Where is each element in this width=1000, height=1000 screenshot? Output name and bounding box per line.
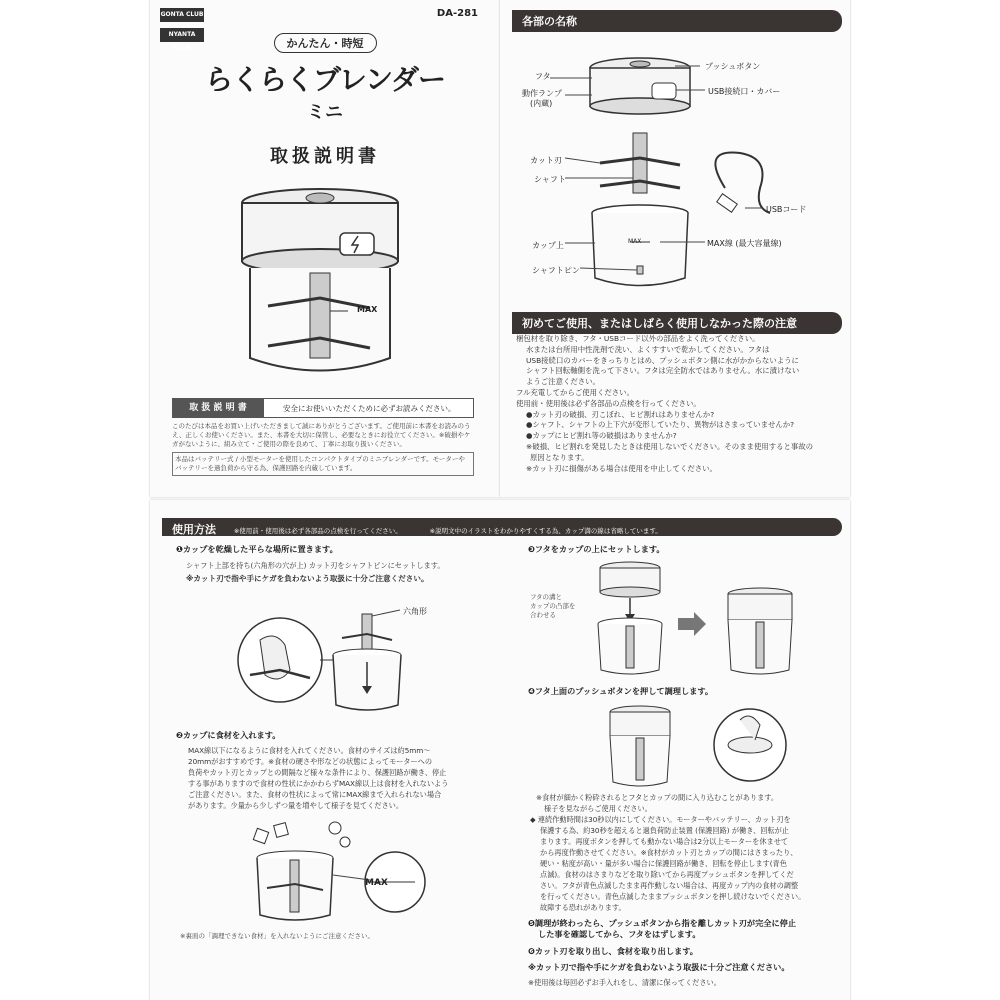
step2-line: する事がありますので食材の性状にかかわらずMAX線以上は食材を入れないよう [188,779,449,788]
product-title: らくらくブレンダー [204,63,446,96]
first-use-item: シャフト回転軸側を洗って下さい。フタは完全防水ではありません。水に漬けない [526,366,800,376]
step1-text: シャフト上部を持ち(六角形の穴が上) カット刃をシャフトピンにセットします。 [186,561,445,570]
product-title-suffix: ミニ [307,102,343,123]
step2-illustration [245,820,445,930]
parts-sheet [500,0,850,497]
step3-illustration [570,558,840,683]
step6-title: ❻カット刃を取り出し、食材を取り出します。 [528,946,698,956]
step3-title: ❸フタをカップの上にセットします。 [528,544,665,554]
first-use-item: ●シャフト、シャフトの上下穴が変形していたり、異物がはさまっていませんか? [526,420,795,430]
first-use-item: 原因となります。 [530,452,589,462]
final-note: ※使用後は毎回必ずお手入れをし、清潔に保ってください。 [528,978,721,987]
step2-max-label: MAX [365,878,388,888]
usage-header-title: 使用方法 [172,523,216,536]
label-lamp-sub: (内蔵) [530,99,553,108]
manual-heading: 取扱説明書 [270,146,380,167]
manual-box-text: 安全にお使いいただくために必ずお読みください。 [283,404,456,413]
step2-text [188,745,498,811]
first-use-item: 梱包材を取り除き、フタ・USBコード以外の部品をよく洗ってください。 [516,334,760,343]
step2-line: ご注意ください。また、食材の性状によって常にMAX線まで入れられない場合 [188,790,442,799]
nyanta-logo: NYANTA CLUB [160,28,204,42]
first-use-item: 使用前・使用後は必ず各部品の点検を行ってください。 [516,398,701,408]
manual-box-label: 取 扱 説 明 書 [172,398,264,418]
step4-line: 故障する恐れがあります。 [540,903,626,912]
intro-text: このたびは本品をお買い上げいただきまして誠にありがとうございます。ご使用前に本書をお読みのうえ、正しくお使いください。また、本書を大切に保管し、必要なときにお役立てください。※破損やケガがないように、組み立て・ご使用の際を良めて、丁寧にお取り扱いください。 [172,422,471,448]
first-use-item: ●カット刃の破損、刃こぼれ、ヒビ割れはありませんか? [526,409,715,419]
callout-line: 合わせる [530,611,556,619]
step4-line: 保護する為、約30秒を超えると過負荷防止装置 (保護回路) が働き、回転が止 [540,826,790,835]
step4-text [530,792,842,913]
step4-line: ※食材が細かく粉砕されるとフタとカップの間に入り込むことがあります。 [536,793,779,802]
step4-line: から再度作動させてください。※食材がカット刃とカップの間にはさまったり、 [540,848,798,857]
step2-note: ※裏面の「調理できない食材」を入れないようにご注意ください。 [180,932,374,940]
label-blade: カット刃 [530,156,562,165]
step4-line: まります。再度ボタンを押しても動かない場合は2分以上モーターを休ませて [540,837,789,846]
first-use-header: 初めてご使用、またはしばらく使用しなかった際の注意 [512,312,842,334]
cover-tagline: かんたん・時短 [274,33,377,53]
step4-title: ❹フタ上面のプッシュボタンを押して調理します。 [528,686,714,696]
model-number: DA-281 [436,8,478,19]
label-usb-port: USB接続口・カバー [708,87,781,96]
usage-header-note1: ※使用前・使用後は必ず各部品の点検を行ってください。 [233,527,402,535]
step1-title: ❶カップを乾燥した平らな場所に置きます。 [176,544,338,554]
step4-line: 硬い・粘度が高い・量が多い場合に保護回路が働き、回転を停止します(青色 [540,859,787,868]
label-shaft: シャフト [534,175,566,184]
step4-line: ◆ 連続作動時間は30秒以内にしてください。モーターやバッテリー、カット刃を [530,815,791,824]
first-use-item: フル充電してからご使用ください。 [516,387,634,397]
battery-note: 本品はバッテリー式 / 小型モーターを使用したコンパクトタイプのミニブレンダーです。モーターやバッテリーを過負荷から守る為、保護回路を内蔵しています。 [172,452,474,476]
first-use-item: USB接続口のカバーをきっちりとはめ、プッシュボタン側に水がかからないように [526,355,799,365]
usage-header [162,518,842,536]
step2-line: 負荷やカット刃とカップとの間隔など様々な条件により、保護回路が働き、停止 [188,768,447,777]
label-shaft-pin: シャフトピン [532,266,580,275]
parts-header: 各部の名称 [512,10,842,32]
first-use-item: ※破損、ヒビ割れを発見したときは使用しないでください。そのまま使用すると事故の [526,441,814,451]
usage-header-note2: ※説明文中のイラストをわかりやすくする為、カップ満の線は省略しています。 [429,527,662,535]
cover-max-label: MAX [357,305,378,314]
manual-box [172,398,474,418]
step5-line: ❺調理が終わったら、プッシュボタンから指を離しカット刃が完全に停止 [528,918,797,928]
hex-label: 六角形 [403,607,427,616]
step5-text [528,918,846,940]
first-use-item: ●カップにヒビ割れ等の破損はありませんか? [526,431,677,441]
step4-line: 点滅)。食材のはさまりなどを取り除いてから再度プッシュボタンを押してくだ [540,870,794,879]
first-use-item: 水または台所用中性洗剤で洗い、よくすすいで乾かしてください。フタは [526,344,770,354]
parts-max-mark: MAX [628,238,642,245]
step4-line: を行ってください。青色点滅したままプッシュボタンを押し続けないでください。 [540,892,806,901]
step2-title: ❷カップに食材を入れます。 [176,730,281,740]
step3-callout [530,593,575,620]
blender-illustration [150,178,500,398]
label-cup: カップ上 [532,241,564,250]
gonta-logo: GONTA CLUB [160,8,204,22]
step2-line: があります。少量から少しずつ量を増やして様子を見てください。 [188,801,404,810]
cover-sheet [150,0,500,497]
step1-warning: ※カット刃で指や手にケガを負わないよう取扱に十分ご注意ください。 [186,574,429,583]
first-use-item: ※カット刃に損傷がある場合は使用を中止してください。 [526,463,717,473]
usage-sheet [150,500,850,1000]
label-lamp: 動作ランプ [522,89,562,98]
label-max-line: MAX線 (最大容量線) [707,239,782,248]
step2-line: MAX線以下になるように食材を入れてください。食材のサイズは約5mm～ [188,746,431,755]
step4-line: 様子を見ながらご使用ください。 [544,804,652,813]
callout-line: フタの溝と [530,593,563,601]
first-use-item: ようご注意ください。 [526,377,600,387]
step2-line: 20mmがおすすめです。※食材の硬さや形などの状態によってモーターへの [188,757,433,766]
step4-line: さい。フタが青色点滅したまま再作動しない場合は、再度カップ内の食材の調整 [540,881,799,890]
label-push-button: プッシュボタン [705,62,761,71]
first-use-list [516,334,838,474]
step4-illustration [600,700,800,790]
callout-line: カップの凸部を [530,602,576,610]
step1-illustration [230,600,450,720]
label-usb-cord: USBコード [766,205,807,214]
label-lid: フタ [535,72,551,81]
final-warning: ※カット刃で指や手にケガを負わないよう取扱に十分ご注意ください。 [528,962,790,972]
step5-line: した事を確認してから、フタをはずします。 [538,929,701,939]
